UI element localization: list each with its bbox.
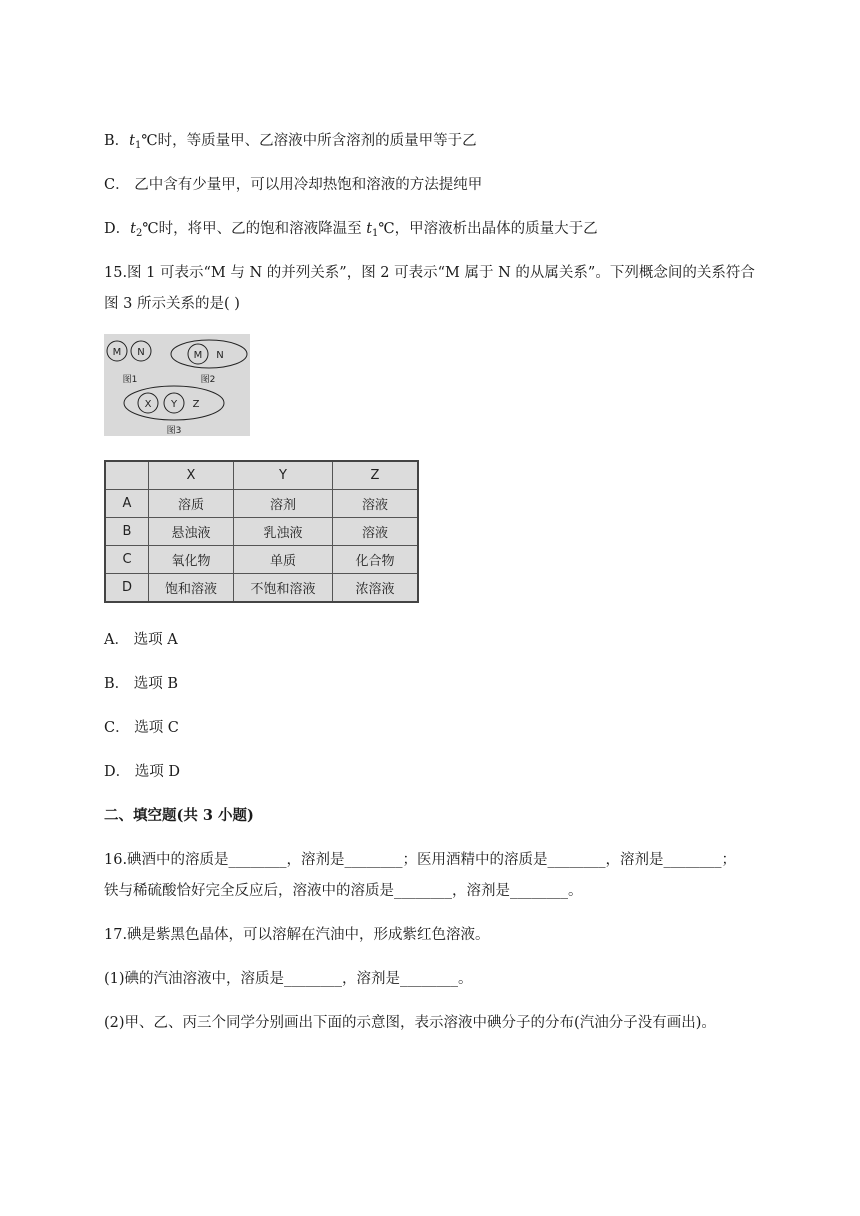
- option-d-mid: ℃时，将甲、乙的饱和溶液降温至: [142, 221, 367, 237]
- option-b-prefix: B．: [104, 133, 130, 149]
- option-d-prefix: D．: [104, 221, 131, 237]
- q14-option-b: [104, 131, 477, 156]
- fig2-label-m: M: [193, 350, 203, 361]
- table-cell: 单质: [234, 546, 333, 574]
- fig1-label-n: N: [137, 347, 145, 358]
- fig2-label-n: N: [216, 350, 224, 361]
- option-d-end: ℃，甲溶液析出晶体的质量大于乙: [378, 221, 598, 237]
- table-header-cell: [105, 461, 149, 490]
- q17-part1: (1)碘的汽油溶液中，溶质是________，溶剂是________。: [104, 971, 473, 987]
- q16-line2: 铁与稀硫酸恰好完全反应后，溶液中的溶质是________，溶剂是________。: [104, 883, 583, 899]
- table-cell: 化合物: [333, 546, 419, 574]
- fig2-caption: 图2: [200, 375, 216, 385]
- fig2-ellipse-n: [171, 340, 247, 368]
- temp-t: t: [366, 221, 373, 237]
- fig3-caption: 图3: [166, 426, 182, 436]
- q17-intro: 17.碘是紫黑色晶体，可以溶解在汽油中，形成紫红色溶液。: [104, 927, 490, 943]
- temp-t: t: [130, 221, 136, 237]
- temp-sub: 2: [135, 228, 143, 239]
- table-row: [105, 546, 418, 574]
- fig1-label-m: M: [112, 347, 122, 358]
- fig3-label-x: X: [144, 399, 152, 410]
- table-header-row: [105, 461, 418, 490]
- relationship-figure: [104, 334, 250, 436]
- q15-stem-line2: 图 3 所示关系的是( ): [104, 296, 240, 312]
- q16-line1: 16.碘酒中的溶质是________，溶剂是________；医用酒精中的溶质是________，溶剂是________；: [104, 852, 737, 868]
- q15-option-b: B． 选项 B: [104, 676, 179, 692]
- table-header-cell: X: [149, 461, 234, 490]
- table-cell: 溶液: [333, 490, 419, 518]
- temp-t: t: [129, 133, 135, 149]
- table-cell: D: [105, 574, 149, 603]
- table-cell: 浓溶液: [333, 574, 419, 603]
- section-title: 二、填空题(共 3 小题): [104, 807, 254, 824]
- table-header-cell: Z: [333, 461, 419, 490]
- temp-sub: 1: [372, 228, 379, 239]
- table-cell: C: [105, 546, 149, 574]
- q14-option-d: [104, 219, 598, 244]
- table-cell: 溶剂: [234, 490, 333, 518]
- table-cell: 溶液: [333, 518, 419, 546]
- concept-table: [104, 460, 419, 603]
- table-row: [105, 518, 418, 546]
- table-cell: 乳浊液: [234, 518, 333, 546]
- table-cell: 溶质: [149, 490, 234, 518]
- fig1-caption: 图1: [122, 375, 138, 385]
- table-row: [105, 490, 418, 518]
- table-cell: 悬浊液: [149, 518, 234, 546]
- q15-option-d: D． 选项 D: [104, 764, 180, 780]
- table-cell: 氧化物: [149, 546, 234, 574]
- table-cell: 饱和溶液: [149, 574, 234, 603]
- relationship-diagram: [104, 334, 250, 436]
- fig3-label-y: Y: [170, 399, 178, 410]
- q15-option-c: C． 选项 C: [104, 720, 179, 736]
- q17-part2: (2)甲、乙、丙三个同学分别画出下面的示意图，表示溶液中碘分子的分布(汽油分子没有画出)。: [104, 1015, 716, 1031]
- table-cell: A: [105, 490, 149, 518]
- fig3-label-z: Z: [192, 399, 200, 410]
- q14-option-c: C． 乙中含有少量甲，可以用冷却热饱和溶液的方法提纯甲: [104, 177, 483, 193]
- table-row: [105, 574, 418, 603]
- table-cell: B: [105, 518, 149, 546]
- q15-stem-line1: 15.图 1 可表示“M 与 N 的并列关系”，图 2 可表示“M 属于 N 的从属关系”。下列概念间的关系符合: [104, 265, 755, 281]
- option-b-text: ℃时，等质量甲、乙溶液中所含溶剂的质量甲等于乙: [141, 133, 477, 149]
- table-cell: 不饱和溶液: [234, 574, 333, 603]
- temp-sub: 1: [134, 140, 142, 151]
- q15-option-a: A． 选项 A: [104, 632, 178, 648]
- table-header-cell: Y: [234, 461, 333, 490]
